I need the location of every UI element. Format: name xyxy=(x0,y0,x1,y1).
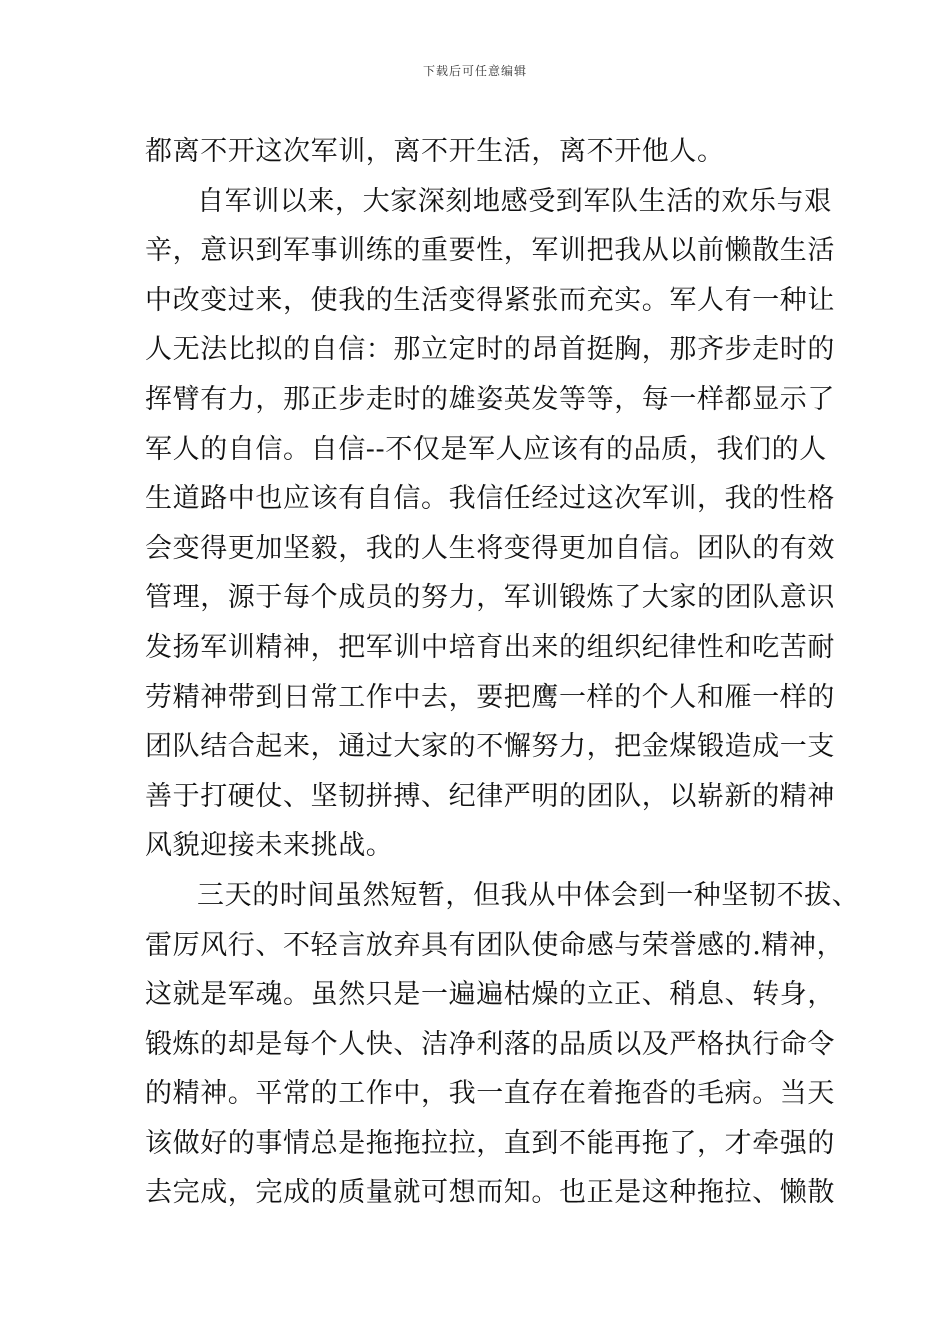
text-line: 的精神。平常的工作中，我一直存在着拖沓的毛病。当天 xyxy=(145,1078,835,1110)
text-line: 中改变过来，使我的生活变得紧张而充实。军人有一种让 xyxy=(145,284,835,316)
text-line: 去完成，完成的质量就可想而知。也正是这种拖拉、懒散 xyxy=(145,1177,835,1209)
text-line: 挥臂有力，那正步走时的雄姿英发等等，每一样都显示了 xyxy=(145,383,835,415)
text-line: 人无法比拟的自信：那立定时的昂首挺胸，那齐步走时的 xyxy=(145,334,835,366)
page-header: 下载后可任意编辑 xyxy=(422,64,527,78)
text-line: 管理，源于每个成员的努力，军训锻炼了大家的团队意识 xyxy=(145,582,835,614)
text-line: 会变得更加坚毅，我的人生将变得更加自信。团队的有效 xyxy=(145,532,835,564)
text-line: 军人的自信。自信--不仅是军人应该有的品质，我们的人 xyxy=(145,433,827,465)
text-line: 劳精神带到日常工作中去，要把鹰一样的个人和雁一样的 xyxy=(145,681,835,713)
text-line: 雷厉风行、不轻言放弃具有团队使命感与荣誉感的.精神， xyxy=(145,929,845,961)
text-line-paragraph-start: 三天的时间虽然短暂，但我从中体会到一种坚韧不拔、 xyxy=(197,879,860,911)
text-line: 生道路中也应该有自信。我信任经过这次军训，我的性格 xyxy=(145,483,835,515)
text-line: 这就是军魂。虽然只是一遍遍枯燥的立正、稍息、转身， xyxy=(145,979,835,1011)
text-line: 都离不开这次军训，离不开生活，离不开他人。 xyxy=(145,136,725,167)
text-line: 团队结合起来，通过大家的不懈努力，把金煤锻造成一支 xyxy=(145,731,835,763)
text-line-paragraph-start: 自军训以来，大家深刻地感受到军队生活的欢乐与艰 xyxy=(197,185,832,217)
text-line: 该做好的事情总是拖拖拉拉，直到不能再拖了，才牵强的 xyxy=(145,1127,835,1159)
body-text xyxy=(145,127,860,1218)
text-line: 风貌迎接未来挑战。 xyxy=(145,830,394,862)
text-line: 辛，意识到军事训练的重要性，军训把我从以前懒散生活 xyxy=(145,235,835,267)
text-line: 发扬军训精神，把军训中培育出来的组织纪律性和吃苦耐 xyxy=(145,631,835,663)
text-line: 善于打硬仗、坚韧拼搏、纪律严明的团队，以崭新的精神 xyxy=(145,780,835,812)
text-line: 锻炼的却是每个人快、洁净利落的品质以及严格执行命令 xyxy=(145,1028,835,1060)
